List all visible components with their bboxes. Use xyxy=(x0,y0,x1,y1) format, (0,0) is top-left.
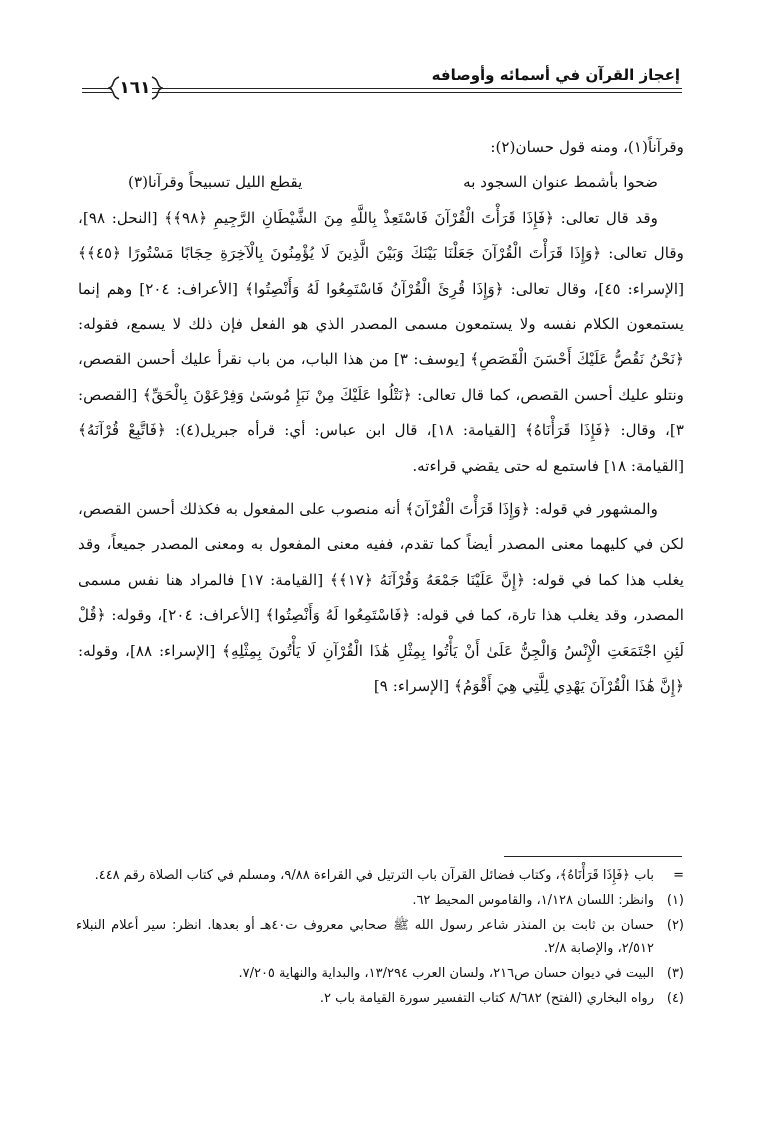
footnote-number: (٤) xyxy=(666,991,684,1006)
running-title: إعجاز القرآن في أسمائه وأوصافه xyxy=(422,66,680,84)
paragraph: وقرآناً(١)، ومنه قول حسان(٢): xyxy=(490,138,684,156)
footnote-number: (١) xyxy=(666,893,684,908)
paragraph: وقد قال تعالى: ﴿فَإِذَا قَرَأْتَ الْقُرْآنَ فَاسْتَعِذْ بِاللَّهِ مِنَ الشَّيْطَانِ الرَّجِيمِ ﴿٩٨﴾﴾ [النحل: ٩٨]، وقال تعالى: ﴿وَإِذَا قَرَأْتَ الْقُرْآنَ جَعَلْنَا بَيْنَكَ وَبَيْنَ الَّذِينَ لَا يُؤْمِنُونَ بِالْآخِرَةِ حِجَابًا مَسْتُورًا ﴿٤٥﴾﴾ [الإسراء: ٤٥]، وقال تعالى: ﴿وَإِذَا قُرِئَ الْقُرْآنُ فَاسْتَمِعُوا لَهُ وَأَنْصِتُوا﴾ [الأعراف: ٢٠٤] وهم إنما يستمعون الكلام نفسه ولا يستمعون مسمى المصدر الذي هو الفعل فإن ذلك لا يسمع، فقوله: ﴿نَحْنُ نَقُصُّ عَلَيْكَ أَحْسَنَ الْقَصَصِ﴾ [يوسف: ٣] من هذا الباب، من باب نقرأ عليك أحسن القصص، ونتلو عليك أحسن القصص، كما قال تعالى: ﴿نَتْلُوا عَلَيْكَ مِنْ نَبَإِ مُوسَىٰ وَفِرْعَوْنَ بِالْحَقِّ﴾ [القصص: ٣]، وقال: ﴿فَإِذَا قَرَأْنَاهُ﴾ [القيامة: ١٨]، قال ابن عباس: أي: قرأه جبريل(٤): ﴿فَاتَّبِعْ قُرْآنَهُ﴾ [القيامة: ١٨] فاستمع له حتى يقضي قراءته. xyxy=(78,208,685,475)
footnotes xyxy=(76,864,684,1010)
footnote-number: (٣) xyxy=(666,966,684,981)
footnote xyxy=(76,864,684,887)
main-text xyxy=(78,130,684,705)
footnote-number: (٢) xyxy=(666,918,684,933)
bracket-ornament-icon xyxy=(151,76,163,100)
footnote-text: حسان بن ثابت بن المنذر شاعر رسول الله ﷺ صحابي معروف ت٤٠هـ أو بعدها. انظر: سير أعلام النبلاء ٢/٥١٢، والإصابة ٢/٨. xyxy=(76,918,654,956)
verse-first-hemistich: ضحوا بأشمط عنوان السجود به xyxy=(463,173,658,192)
paragraph: والمشهور في قوله: ﴿وَإِذَا قَرَأْتَ الْقُرْآنَ﴾ أنه منصوب على المفعول به فكذلك أحسن القصص، لكن في كليهما معنى المصدر أيضاً كما تقدم، ففيه معنى المفعول به ومعنى المصدر جميعاً، وقد يغلب هذا كما في قوله: ﴿إِنَّ عَلَيْنَا جَمْعَهُ وَقُرْآنَهُ ﴿١٧﴾﴾ [القيامة: ١٧] فالمراد هنا نفس مسمى المصدر، وقد يغلب هذا تارة، كما في قوله: ﴿فَاسْتَمِعُوا لَهُ وَأَنْصِتُوا﴾ [الأعراف: ٢٠٤]، وقوله: ﴿قُلْ لَئِنِ اجْتَمَعَتِ الْإِنْسُ وَالْجِنُّ عَلَىٰ أَنْ يَأْتُوا بِمِثْلِ هَٰذَا الْقُرْآنِ لَا يَأْتُونَ بِمِثْلِهِ﴾ [الإسراء: ٨٨]، وقوله: ﴿إِنَّ هَٰذَا الْقُرْآنَ يَهْدِي لِلَّتِي هِيَ أَقْوَمُ﴾ [الإسراء: ٩] xyxy=(78,500,684,696)
footnote-number: = xyxy=(673,868,684,883)
header-rule xyxy=(152,88,682,89)
page-number: ١٦١ xyxy=(119,78,151,98)
footnote xyxy=(76,962,684,985)
footnote-text: البيت في ديوان حسان ص٢١٦، ولسان العرب ١٣/٢٩٤، والبداية والنهاية ٧/٢٠٥. xyxy=(238,966,654,981)
footnote xyxy=(76,914,684,960)
footnote-text: وانظر: اللسان ١/١٢٨، والقاموس المحيط ٦٢. xyxy=(412,893,654,908)
verse-second-hemistich: يقطع الليل تسبيحاً وقرآنا(٣) xyxy=(128,173,303,192)
footnote xyxy=(76,987,684,1010)
footnote-text: رواه البخاري (الفتح) ٨/٦٨٢ كتاب التفسير سورة القيامة باب ٢. xyxy=(319,991,654,1006)
running-header xyxy=(82,68,682,108)
footnote-separator xyxy=(504,856,682,857)
poetry-verse xyxy=(78,165,684,200)
footnote-text: باب ﴿فَإِذَا قَرَأْنَاهُ﴾، وكتاب فضائل القرآن باب الترتيل في القراءة ٩/٨٨، ومسلم في كتاب الصلاة رقم ٤٤٨. xyxy=(94,868,654,883)
header-rule xyxy=(152,92,682,93)
footnote xyxy=(76,889,684,912)
